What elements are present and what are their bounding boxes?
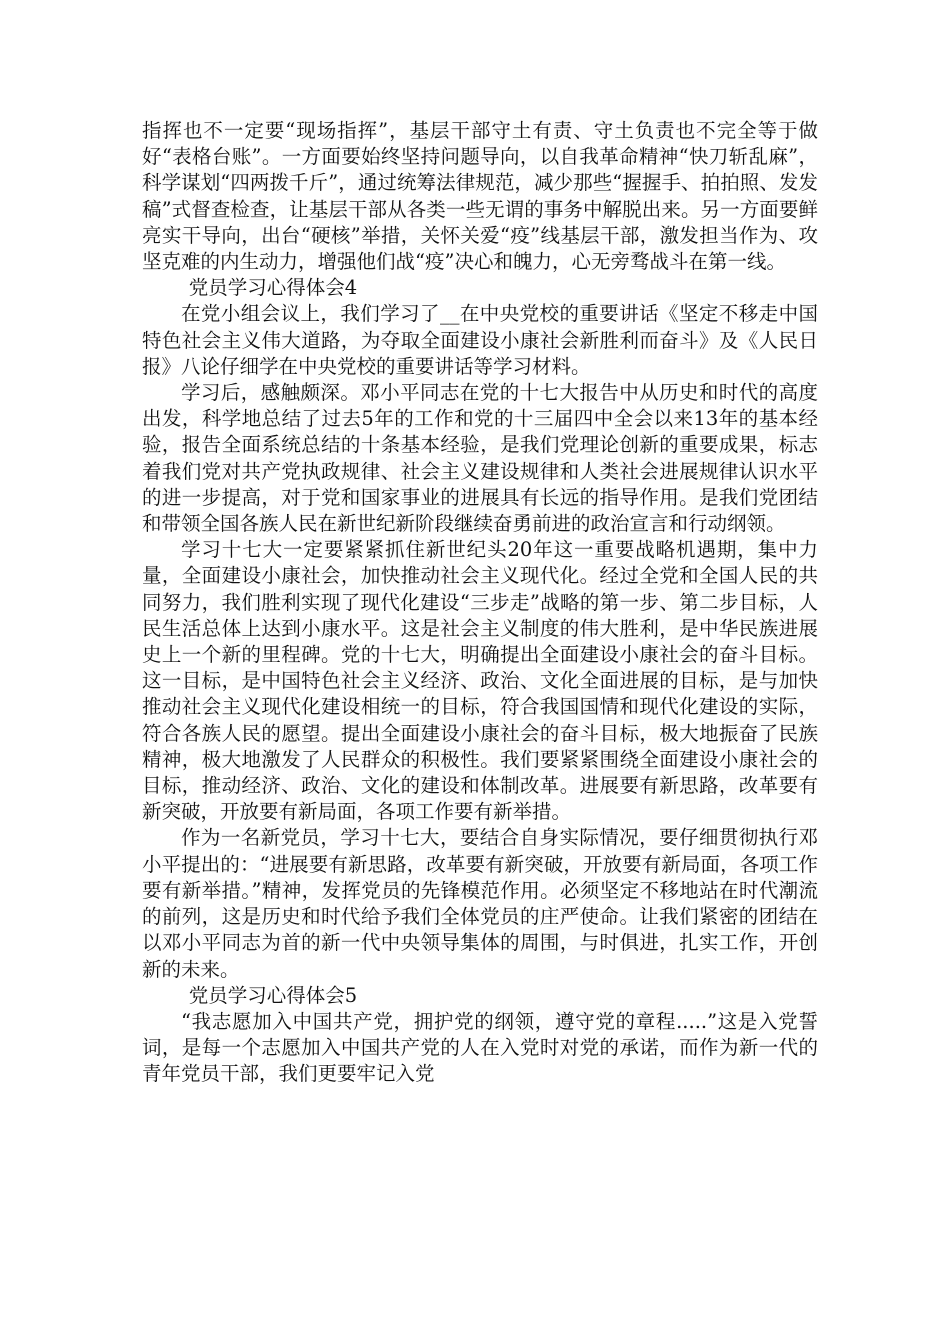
paragraph: 学习后，感触颇深。邓小平同志在党的十七大报告中从历史和时代的高度出发，科学地总结了过去5年的工作和党的十三届四中全会以来13年的基本经验，报告全面系统总结的十条基本经验，是我们党理论创新的重要成果，标志着我们党对共产党执政规律、社会主义建设规律和人类社会进展规律认识水平的进一步提高，对于党和国家事业的进展具有长远的指导作用。是我们党团结和带领全国各族人民在新世纪新阶段继续奋勇前进的政治宣言和行动纲领。: [142, 381, 818, 536]
section-heading-5: 党员学习心得体会5: [188, 983, 358, 1007]
paragraph: 学习十七大一定要紧紧抓住新世纪头20年这一重要战略机遇期，集中力量，全面建设小康社会，加快推动社会主义现代化。经过全党和全国人民的共同努力，我们胜利实现了现代化建设“三步走”战略的第一步、第二步目标，人民生活总体上达到小康水平。这是社会主义制度的伟大胜利，是中华民族进展史上一个新的里程碑。党的十七大，明确提出全面建设小康社会的奋斗目标。这一目标，是中国特色社会主义经济、政治、文化全面进展的目标，是与加快推动社会主义现代化建设相统一的目标，符合我国国情和现代化建设的实际，符合各族人民的愿望。提出全面建设小康社会的奋斗目标，极大地振奋了民族精神，极大地激发了人民群众的积极性。我们要紧紧围绕全面建设小康社会的目标，推动经济、政治、文化的建设和体制改革。进展要有新思路，改革要有新突破，开放要有新局面，各项工作要有新举措。: [142, 538, 818, 824]
section-heading-4: 党员学习心得体会4: [188, 276, 358, 300]
paragraph: “我志愿加入中国共产党，拥护党的纲领，遵守党的章程.....”这是入党誓词，是每一个志愿加入中国共产党的人在入党时对党的承诺，而作为新一代的青年党员干部，我们更要牢记入党: [142, 1009, 818, 1086]
paragraph: 作为一名新党员，学习十七大，要结合自身实际情况，要仔细贯彻执行邓小平提出的：“进展要有新思路，改革要有新突破，开放要有新局面，各项工作要有新举措。”精神，发挥党员的先锋模范作用。必须坚定不移地站在时代潮流的前列，这是历史和时代给予我们全体党员的庄严使命。让我们紧密的团结在以邓小平同志为首的新一代中央领导集体的周围，与时俱进，扎实工作，开创新的未来。: [142, 826, 818, 981]
paragraph-continuation: 指挥也不一定要“现场指挥”，基层干部守土有责、守土负责也不完全等于做好“表格台账”。一方面要始终坚持问题导向，以自我革命精神“快刀斩乱麻”，科学谋划“四两拨千斤”，通过统筹法律规范，减少那些“握握手、拍拍照、发发稿”式督查检查，让基层干部从各类一些无谓的事务中解脱出来。另一方面要鲜亮实干导向，出台“硬核”举措，关怀关爱“疫”线基层干部，激发担当作为、攻坚克难的内生动力，增强他们战“疫”决心和魄力，心无旁骛战斗在第一线。: [142, 119, 818, 274]
document-page: [142, 118, 818, 1088]
paragraph: 在党小组会议上，我们学习了__在中央党校的重要讲话《坚定不移走中国特色社会主义伟大道路，为夺取全面建设小康社会新胜利而奋斗》及《人民日报》八论仔细学在中央党校的重要讲话等学习材料。: [142, 302, 818, 378]
